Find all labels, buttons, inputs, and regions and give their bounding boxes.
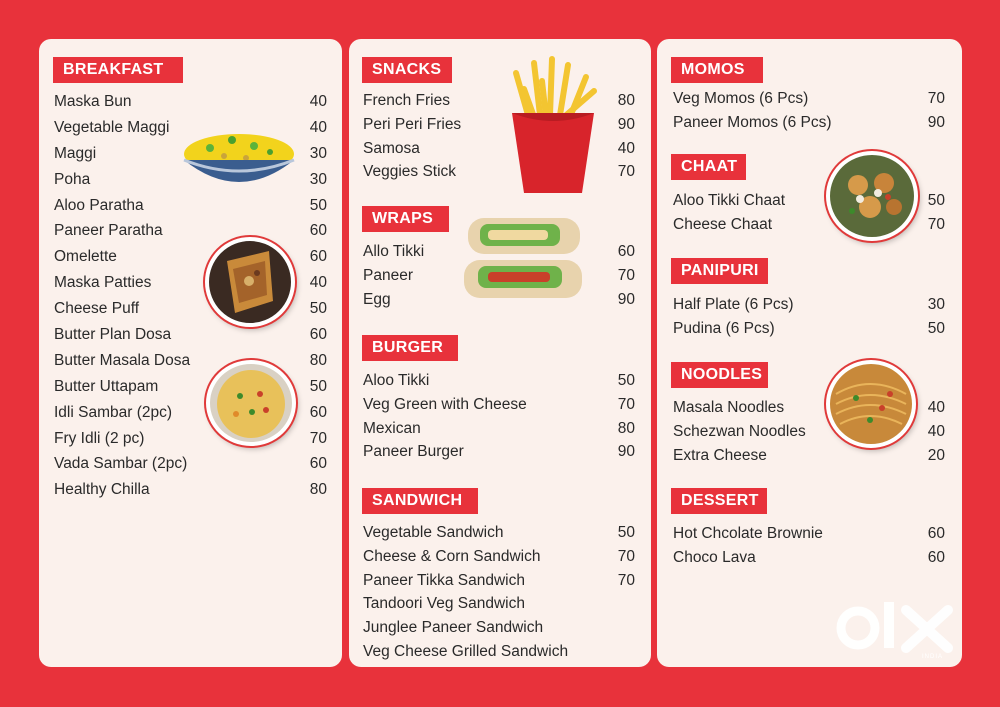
menu-item-price: 80 [617, 419, 635, 437]
menu-item-name: Samosa [363, 139, 420, 157]
olx-logo [836, 596, 960, 658]
menu-item [363, 440, 635, 464]
menu-item-price: 50 [617, 524, 635, 541]
menu-item-name: Omelette [54, 248, 117, 266]
menu-item [54, 218, 327, 244]
menu-item-price: 80 [617, 92, 635, 109]
menu-item-name: Cheese Chaat [673, 215, 773, 233]
menu-item-price: 60 [309, 403, 327, 421]
menu-item-name: Mexican [363, 419, 421, 437]
menu-item-price: 30 [309, 170, 327, 188]
burger-heading: BURGER [362, 335, 458, 361]
menu-item-price: 70 [617, 395, 635, 413]
menu-item [54, 89, 327, 115]
noodles-image [826, 360, 916, 448]
menu-item-price: 70 [617, 266, 635, 284]
poha-bowl-image [180, 122, 298, 200]
menu-item-price: 70 [617, 571, 635, 589]
french-fries-image [498, 55, 608, 195]
menu-item-price: 50 [617, 372, 635, 389]
menu-item-price: 30 [927, 296, 945, 313]
menu-item [363, 369, 635, 393]
menu-item [363, 417, 635, 441]
menu-item-name: Butter Plan Dosa [54, 326, 172, 344]
menu-item-price: 40 [927, 399, 945, 416]
menu-item [363, 592, 635, 616]
momos-heading: MOMOS [671, 57, 763, 83]
menu-item-price: 40 [309, 118, 327, 136]
menu-item-price: 50 [309, 377, 327, 395]
menu-item-price: 40 [309, 93, 327, 110]
noodles-heading: NOODLES [671, 362, 768, 388]
menu-item-price: 40 [617, 139, 635, 157]
menu-item-name: Choco Lava [673, 548, 756, 566]
menu-item-name: Paneer Tikka Sandwich [363, 571, 525, 589]
menu-item-price: 60 [309, 455, 327, 473]
menu-item [363, 569, 635, 593]
menu-item-name: Butter Uttapam [54, 377, 159, 395]
chaat-heading: CHAAT [671, 154, 746, 180]
menu-item-name: Egg [363, 290, 391, 308]
wraps-heading: WRAPS [362, 206, 449, 232]
breakfast-heading: BREAKFAST [53, 57, 183, 83]
menu-item [363, 521, 635, 545]
menu-item-name: Paneer Momos (6 Pcs) [673, 113, 832, 131]
menu-item [54, 322, 327, 348]
menu-item [54, 348, 327, 374]
menu-item [673, 444, 945, 468]
menu-item [673, 87, 945, 111]
sandwich-heading: SANDWICH [362, 488, 478, 514]
menu-item-name: Allo Tikki [363, 243, 425, 260]
menu-item-price: 90 [927, 113, 945, 131]
menu-item-price: 90 [617, 443, 635, 461]
menu-item-name: Poha [54, 170, 91, 188]
menu-item-name: Half Plate (6 Pcs) [673, 296, 794, 313]
menu-item-name: Butter Masala Dosa [54, 351, 191, 369]
menu-item-price: 60 [309, 326, 327, 344]
menu-item [673, 293, 945, 317]
dessert-list [673, 522, 945, 570]
menu-item [673, 317, 945, 341]
menu-item-name: Aloo Paratha [54, 196, 144, 214]
menu-item-name: Veg Cheese Grilled Sandwich [363, 642, 569, 660]
menu-item-price: 60 [617, 243, 635, 260]
menu-item-name: Vegetable Sandwich [363, 524, 504, 541]
menu-item-name: Maska Bun [54, 93, 132, 110]
menu-item [363, 640, 635, 664]
menu-item-price: 50 [309, 196, 327, 214]
menu-item-name: Idli Sambar (2pc) [54, 403, 173, 421]
menu-item-name: Masala Noodles [673, 399, 785, 416]
menu-item-name: Cheese & Corn Sandwich [363, 547, 541, 565]
menu-item [363, 616, 635, 640]
menu-item-price: 40 [927, 422, 945, 440]
menu-item [673, 546, 945, 570]
sandwich-list [363, 521, 635, 664]
menu-item-name: Maggi [54, 144, 97, 162]
menu-item [363, 393, 635, 417]
menu-item-name: Aloo Tikki [363, 372, 430, 389]
menu-item-name: Peri Peri Fries [363, 115, 462, 133]
menu-item-name: Paneer Paratha [54, 222, 163, 240]
menu-item-price: 70 [309, 429, 327, 447]
menu-item [673, 522, 945, 546]
menu-item-price: 50 [927, 319, 945, 337]
maska-patties-image [205, 237, 295, 327]
menu-item-price: 80 [309, 481, 327, 499]
wraps-image [460, 212, 592, 302]
uttapam-image [206, 360, 296, 446]
chaat-image [826, 151, 918, 241]
menu-item [363, 545, 635, 569]
momos-list [673, 87, 945, 135]
menu-item-name: Maska Patties [54, 274, 152, 292]
burger-list [363, 369, 635, 464]
menu-item-name: French Fries [363, 92, 450, 109]
menu-item-price: 80 [309, 351, 327, 369]
menu-item-name: Vegetable Maggi [54, 118, 170, 136]
snacks-heading: SNACKS [362, 57, 452, 83]
menu-item-name: Veg Green with Cheese [363, 395, 527, 413]
menu-item-name: Veg Momos (6 Pcs) [673, 90, 809, 107]
menu-item-name: Pudina (6 Pcs) [673, 319, 775, 337]
menu-item-name: Veggies Stick [363, 163, 457, 181]
menu-item-name: Aloo Tikki Chaat [673, 192, 785, 209]
menu-item-name: Paneer Burger [363, 443, 464, 461]
menu-item-name: Cheese Puff [54, 300, 140, 318]
menu-item-name: Healthy Chilla [54, 481, 150, 499]
menu-item-price: 60 [309, 248, 327, 266]
menu-item-price: 70 [927, 90, 945, 107]
menu-item-price: 90 [617, 290, 635, 308]
menu-item-name: Fry Idli (2 pc) [54, 429, 145, 447]
menu-item-price: 60 [309, 222, 327, 240]
dessert-heading: DESSERT [671, 488, 767, 514]
menu-item-name: Vada Sambar (2pc) [54, 455, 188, 473]
menu-item [673, 111, 945, 135]
menu-item-name: Paneer [363, 266, 413, 284]
menu-item-name: Tandoori Veg Sandwich [363, 595, 526, 613]
panipuri-list [673, 293, 945, 341]
menu-item-name: Hot Chcolate Brownie [673, 525, 823, 542]
menu-item-price: 70 [617, 547, 635, 565]
menu-item-price: 20 [927, 446, 945, 464]
menu-item-price: 90 [617, 115, 635, 133]
olx-logo-subtext: INDIA [922, 654, 944, 660]
menu-item [54, 451, 327, 477]
panipuri-heading: PANIPURI [671, 258, 768, 284]
menu-item-price: 60 [927, 525, 945, 542]
menu-item-name: Schezwan Noodles [673, 422, 806, 440]
menu-item-name: Extra Cheese [673, 446, 767, 464]
menu-item [54, 477, 327, 503]
menu-item-price: 60 [927, 548, 945, 566]
menu-item-price: 50 [309, 300, 327, 318]
menu-item-price: 70 [617, 163, 635, 181]
menu-item-price: 30 [309, 144, 327, 162]
menu-item-name: Junglee Paneer Sandwich [363, 619, 544, 637]
menu-item-price: 40 [309, 274, 327, 292]
menu-item-price: 50 [927, 192, 945, 209]
menu-item-price: 70 [927, 215, 945, 233]
